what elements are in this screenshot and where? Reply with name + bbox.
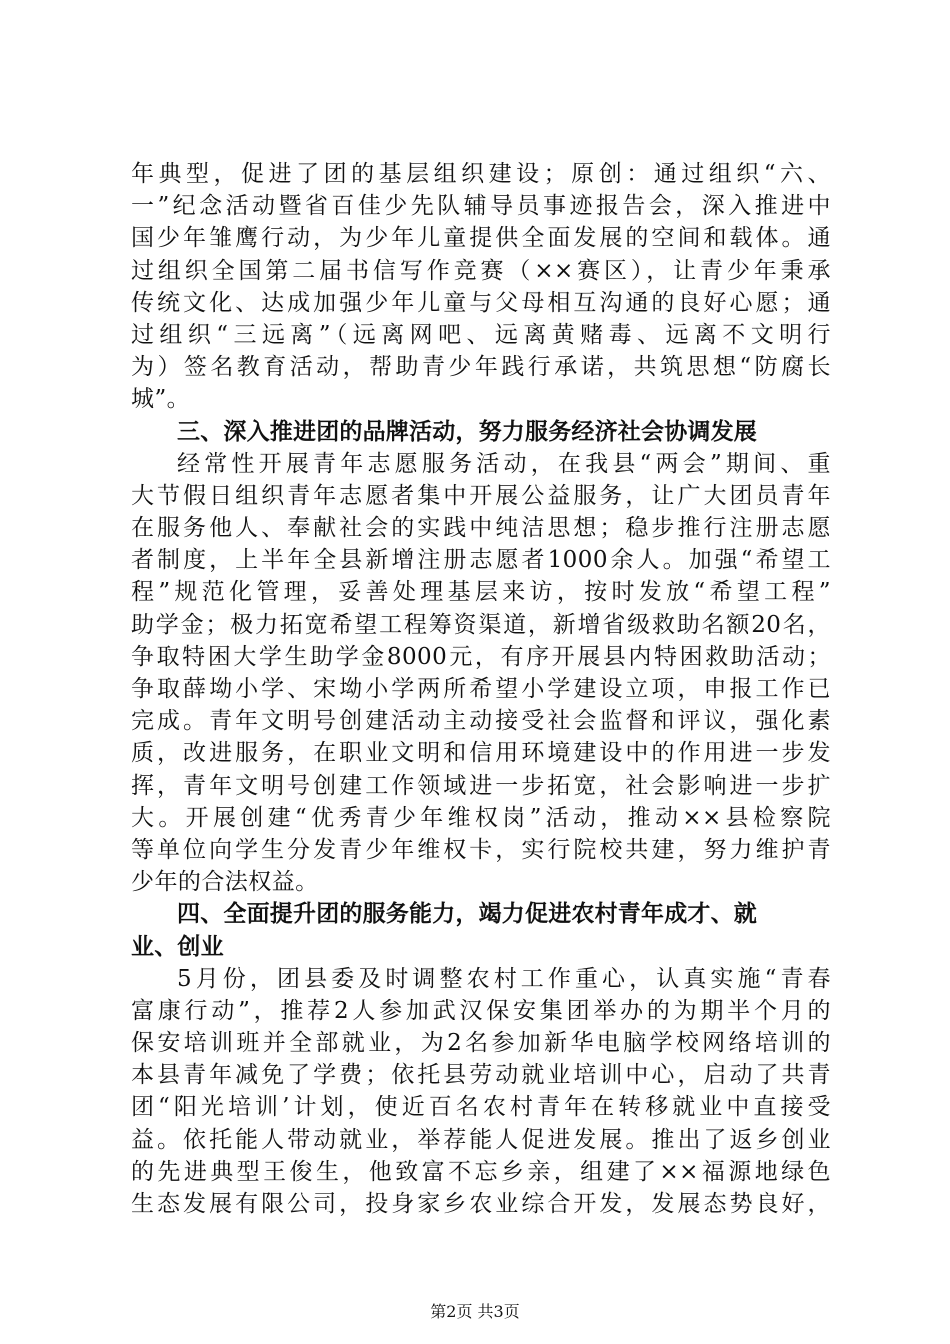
section-heading-4-continued: 业、创业 [131,933,224,960]
body-text-line: 一”纪念活动暨省百佳少先队辅导员事迹报告会，深入推进中 [131,193,831,220]
body-text-line: 过组织全国第二届书信写作竞赛（××赛区），让青少年秉承 [131,257,831,284]
page-number-footer: 第2页 共3页 [430,1302,520,1321]
body-text-line: 完成。青年文明号创建活动主动接受社会监督和评议，强化素 [131,708,831,735]
body-text-line: 保安培训班并全部就业，为2名参加新华电脑学校网络培训的 [131,1030,831,1057]
section-heading-4: 四、全面提升团的服务能力，竭力促进农村青年成才、就 [177,901,757,928]
body-text-line: 城”。 [131,386,191,413]
body-text-line: 传统文化、达成加强少年儿童与父母相互沟通的良好心愿；通 [131,289,831,316]
body-text-line: 生态发展有限公司，投身家乡农业综合开发，发展态势良好， [131,1191,831,1217]
body-text-line: 质，改进服务，在职业文明和信用环境建设中的作用进一步发 [131,740,831,767]
body-text-line: 本县青年减免了学费；依托县劳动就业培训中心，启动了共青 [131,1062,831,1089]
body-text-line: 富康行动”，推荐2人参加武汉保安集团举办的为期半个月的 [131,997,831,1024]
body-text-line: 团“阳光培训’计划，使近百名农村青年在转移就业中直接受 [131,1094,831,1121]
body-text-line: 少年的合法权益。 [131,869,319,896]
document-body [131,158,831,1220]
body-text-line: 5月份，团县委及时调整农村工作重心，认真实施“青春 [177,965,831,992]
body-text-line: 者制度，上半年全县新增注册志愿者1000余人。加强“希望工 [131,547,831,574]
body-text-line: 的先进典型王俊生，他致富不忘乡亲，组建了××福源地绿色 [131,1158,831,1185]
body-text-line: 为）签名教育活动，帮助青少年践行承诺，共筑思想“防腐长 [131,354,831,381]
body-text-line: 大节假日组织青年志愿者集中开展公益服务，让广大团员青年 [131,482,831,509]
body-text-line: 经常性开展青年志愿服务活动，在我县“两会”期间、重 [177,450,831,477]
body-text-line: 助学金；极力拓宽希望工程筹资渠道，新增省级救助名额20名， [131,611,831,638]
body-text-line: 益。依托能人带动就业，举荐能人促进发展。推出了返乡创业 [131,1126,831,1153]
body-text-line: 等单位向学生分发青少年维权卡，实行院校共建，努力维护青 [131,836,831,863]
body-text-line: 挥，青年文明号创建工作领域进一步拓宽，社会影响进一步扩 [131,772,831,799]
body-text-line: 争取特困大学生助学金8000元，有序开展县内特困救助活动； [131,643,831,670]
body-text-line: 争取薛坳小学、宋坳小学两所希望小学建设立项，申报工作已 [131,676,831,702]
body-text-line: 过组织“三远离”（远离网吧、远离黄赌毒、远离不文明行 [131,321,831,348]
body-text-line: 在服务他人、奉献社会的实践中纯洁思想；稳步推行注册志愿 [131,515,831,542]
body-text-line: 程”规范化管理，妥善处理基层来访，按时发放“希望工程” [131,579,831,606]
body-text-line: 年典型，促进了团的基层组织建设；原创：通过组织“六、 [131,161,831,187]
section-heading-3: 三、深入推进团的品牌活动，努力服务经济社会协调发展 [177,418,757,445]
body-text-line: 大。开展创建“优秀青少年维权岗”活动，推动××县检察院 [131,804,831,831]
body-text-line: 国少年雏鹰行动，为少年儿童提供全面发展的空间和载体。通 [131,225,831,252]
